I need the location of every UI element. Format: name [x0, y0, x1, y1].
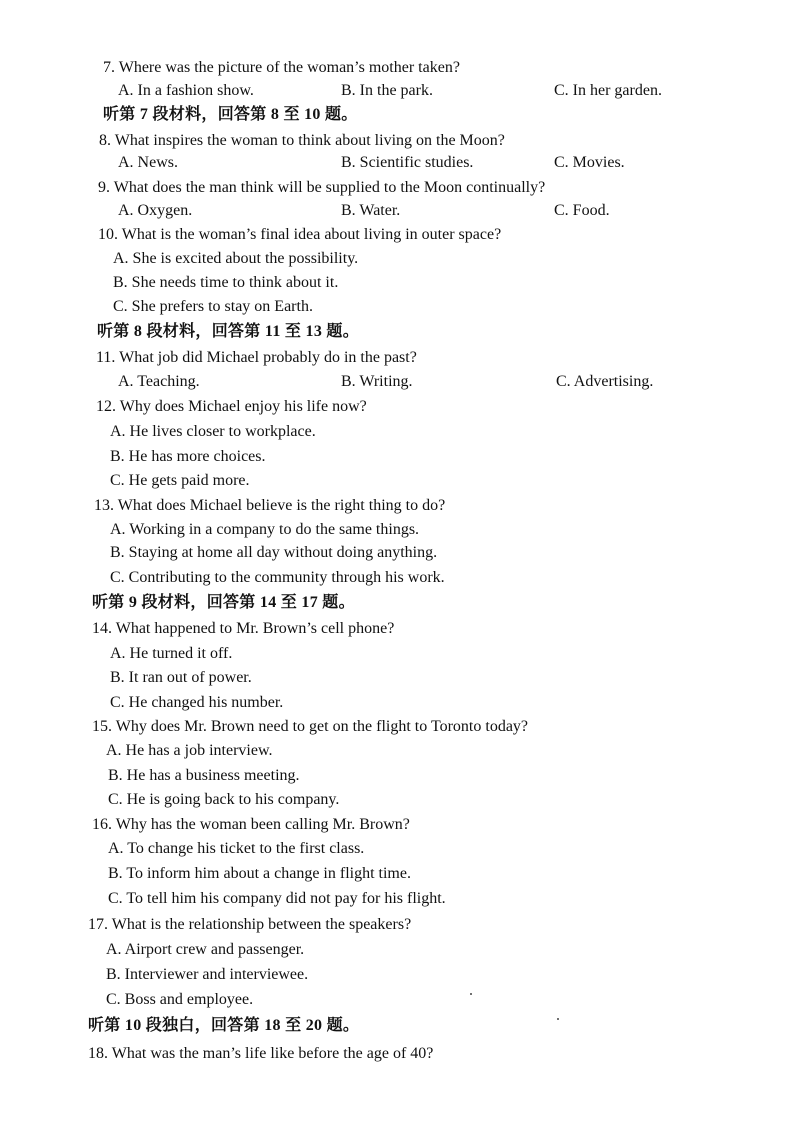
- question-text: What is the woman’s final idea about living in outer space?: [121, 226, 502, 243]
- question-number: 18.: [88, 1045, 108, 1062]
- question-text: Where was the picture of the woman’s mother taken?: [118, 59, 460, 76]
- question: [98, 177, 545, 199]
- question: [96, 347, 417, 369]
- answer-option: B. Water.: [341, 202, 401, 219]
- answer-option: B. Interviewer and interviewee.: [106, 966, 309, 983]
- question: [88, 1043, 433, 1065]
- question-number: 9.: [98, 179, 110, 196]
- answer-option: B. She needs time to think about it.: [113, 274, 339, 291]
- section-instruction: 听第 8 段材料，回答第 11 至 13 题。: [97, 323, 360, 340]
- answer-option: C. Contributing to the community through his work.: [110, 569, 445, 586]
- question-number: 10.: [98, 226, 118, 243]
- question-text: What inspires the woman to think about living on the Moon?: [114, 132, 505, 149]
- question: [92, 716, 528, 738]
- answer-option: A. He turned it off.: [110, 645, 233, 662]
- answer-option: A. Airport crew and passenger.: [106, 941, 305, 958]
- answer-option: B. Writing.: [341, 373, 413, 390]
- answer-option: C. In her garden.: [554, 82, 662, 99]
- answer-option: C. Boss and employee.: [106, 991, 254, 1008]
- answer-option: B. To inform him about a change in flight time.: [108, 865, 411, 882]
- question-text: Why does Mr. Brown need to get on the flight to Toronto today?: [115, 718, 529, 735]
- section-instruction: 听第 7 段材料，回答第 8 至 10 题。: [103, 106, 358, 123]
- section-instruction: 听第 10 段独白，回答第 18 至 20 题。: [88, 1017, 360, 1034]
- answer-option: C. To tell him his company did not pay for his flight.: [108, 890, 446, 907]
- question: [96, 396, 367, 418]
- answer-option: C. Advertising.: [556, 373, 654, 390]
- answer-option: A. To change his ticket to the first class.: [108, 840, 365, 857]
- question-text: Why has the woman been calling Mr. Brown?: [115, 816, 410, 833]
- question-text: What happened to Mr. Brown’s cell phone?: [115, 620, 395, 637]
- question-text: What job did Michael probably do in the past?: [119, 349, 417, 366]
- question: [99, 130, 505, 152]
- question-number: 7.: [103, 59, 115, 76]
- question-number: 13.: [94, 497, 114, 514]
- question: [88, 914, 411, 936]
- section-instruction: 听第 9 段材料，回答第 14 至 17 题。: [92, 594, 355, 611]
- question-text: What does the man think will be supplied to the Moon continually?: [113, 179, 546, 196]
- question: [92, 618, 394, 640]
- question-number: 12.: [96, 398, 116, 415]
- answer-option: A. She is excited about the possibility.: [113, 250, 359, 267]
- answer-option: C. She prefers to stay on Earth.: [113, 298, 313, 315]
- answer-option: B. It ran out of power.: [110, 669, 252, 686]
- answer-option: B. He has more choices.: [110, 448, 266, 465]
- question-number: 15.: [92, 718, 112, 735]
- answer-option: C. He changed his number.: [110, 694, 284, 711]
- question-text: What is the relationship between the speakers?: [111, 916, 412, 933]
- question-text: What was the man’s life like before the age of 40?: [111, 1045, 434, 1062]
- question: [94, 495, 445, 517]
- question-text: What does Michael believe is the right thing to do?: [117, 497, 446, 514]
- answer-option: C. He is going back to his company.: [108, 791, 340, 808]
- answer-option: B. He has a business meeting.: [108, 767, 300, 784]
- answer-option: C. Movies.: [554, 154, 625, 171]
- answer-option: A. News.: [118, 154, 178, 171]
- question-number: 17.: [88, 916, 108, 933]
- answer-option: A. In a fashion show.: [118, 82, 254, 99]
- answer-option: A. He lives closer to workplace.: [110, 423, 316, 440]
- answer-option: C. He gets paid more.: [110, 472, 250, 489]
- answer-option: A. Oxygen.: [118, 202, 193, 219]
- answer-option: B. In the park.: [341, 82, 433, 99]
- question-number: 11.: [96, 349, 116, 366]
- answer-option: A. He has a job interview.: [106, 742, 273, 759]
- question-number: 16.: [92, 816, 112, 833]
- answer-option: B. Scientific studies.: [341, 154, 474, 171]
- scan-speck: [557, 1018, 559, 1020]
- question: [98, 224, 501, 246]
- question-number: 14.: [92, 620, 112, 637]
- answer-option: B. Staying at home all day without doing anything.: [110, 544, 438, 561]
- answer-option: A. Working in a company to do the same things.: [110, 521, 420, 538]
- question-number: 8.: [99, 132, 111, 149]
- question: [103, 57, 460, 79]
- answer-option: A. Teaching.: [118, 373, 200, 390]
- question: [92, 814, 410, 836]
- answer-option: C. Food.: [554, 202, 610, 219]
- question-text: Why does Michael enjoy his life now?: [119, 398, 367, 415]
- scan-speck: [470, 993, 472, 995]
